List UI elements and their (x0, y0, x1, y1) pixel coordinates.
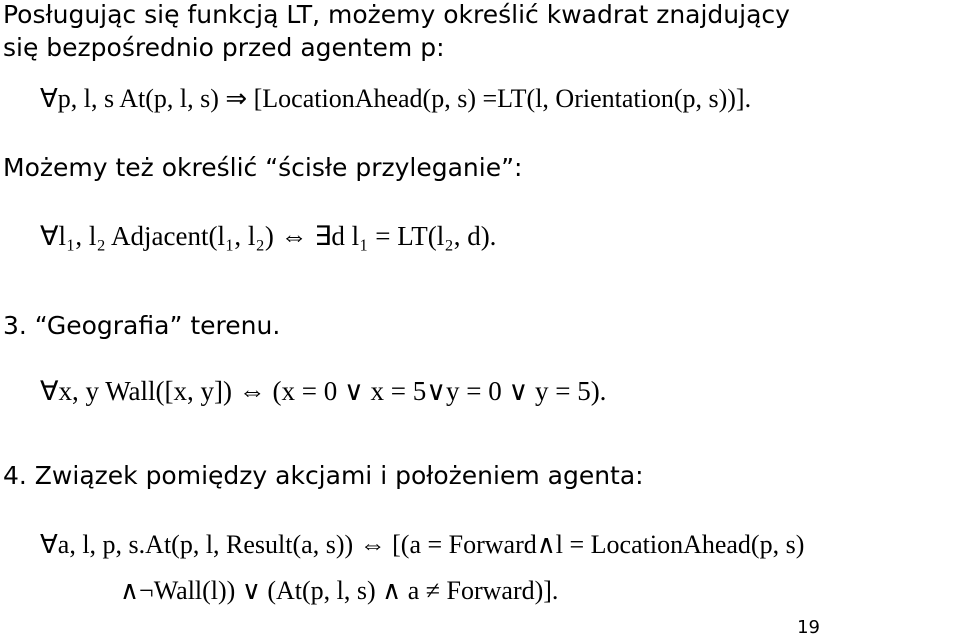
intro-line-1: Posługując się funkcją LT, możemy określić kwadrat znajdujący (3, 0, 790, 29)
section-4-heading: 4. Związek pomiędzy akcjami i położeniem agenta: (3, 461, 644, 490)
formula-location-ahead: ∀p, l, s At(p, l, s) ⇒ [LocationAhead(p, s) =LT(l, Orientation(p, s))]. (40, 84, 752, 113)
formula-action-line-2: ∧¬Wall(l)) ∨ (At(p, l, s) ∧ a ≠ Forward)]. (120, 576, 559, 605)
section-3-heading: 3. “Geografia” terenu. (3, 311, 281, 340)
formula-action-line-1: ∀a, l, p, s.At(p, l, Result(a, s)) ⇔ [(a = Forward∧l = LocationAhead(p, s) (40, 530, 805, 559)
adjacent-intro: Możemy też określić “ścisłe przyleganie”: (3, 153, 523, 182)
page-number: 19 (797, 617, 820, 638)
formula-wall: ∀x, y Wall([x, y]) ⇔ (x = 0 ∨ x = 5∨y = 0 ∨ y = 5). (40, 376, 607, 406)
formula-adjacent: ∀l₁, l₂ Adjacent(l₁, l₂) ⇔ ∃d l₁ = LT(l₂, d). (40, 221, 497, 251)
intro-line-2: się bezpośrednio przed agentem p: (3, 33, 445, 62)
